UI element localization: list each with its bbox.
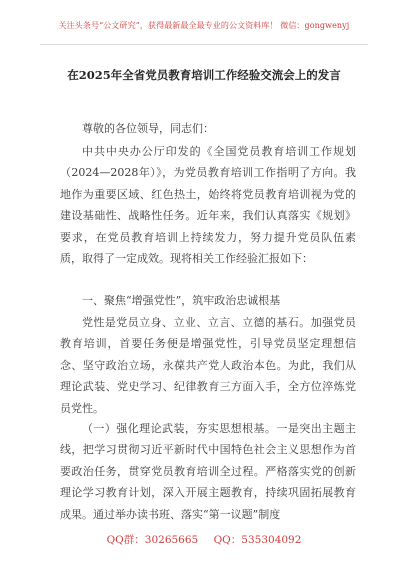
document-title: 在2025年全省党员教育培训工作经验交流会上的发言 bbox=[67, 68, 341, 82]
header-banner: 关注头条号“公文研究”，获得最新最全最专业的公文资料库！ 微信：gongwenyj bbox=[58, 21, 350, 30]
greeting: 尊敬的各位领导，同志们： bbox=[82, 122, 214, 135]
section-heading: 一、聚焦“增强党性”，筑牢政治忠诚根基 bbox=[82, 294, 281, 307]
paragraph-intro bbox=[60, 141, 356, 269]
qq-number: QQ：535304092 bbox=[213, 534, 302, 546]
qq-group-number: QQ群：30265665 bbox=[106, 534, 199, 546]
header-divider bbox=[40, 44, 368, 45]
paragraph-party-spirit bbox=[60, 312, 356, 419]
paragraph-text: 中共中央办公厅印发的《全国党员教育培训工作规划（2024—2028年）》，为党员教育培训工作指明了方向。我地作为重要区域、红色热土，始终将党员教育培训视为党的建设基础性、战略性任务。近年来，我们认真落实《规划》要求，在党员教育培训上持续发力，努力提升党员队伍素质，取得了一定成效。现将相关工作经验汇报如下： bbox=[60, 145, 356, 266]
paragraph-theory bbox=[60, 418, 356, 525]
paragraph-text: （一）强化理论武装，夯实思想根基。一是突出主题主线，把学习贯彻习近平新时代中国特色社会主义思想作为首要政治任务，贯穿党员教育培训全过程。严格落实党的创新理论学习教育计划，深入开展主题教育，持续巩固拓展教育成果。通过举办读书班、落实“第一议题”制度 bbox=[60, 422, 356, 521]
footer-contact bbox=[0, 532, 408, 547]
paragraph-text: 党性是党员立身、立业、立言、立德的基石。加强党员教育培训，首要任务便是增强党性，引导党员坚定理想信念、坚守政治立场，永葆共产党人政治本色。为此，我们从理论武装、党史学习、纪律教育三方面入手，全方位淬炼党员党性。 bbox=[60, 316, 356, 415]
